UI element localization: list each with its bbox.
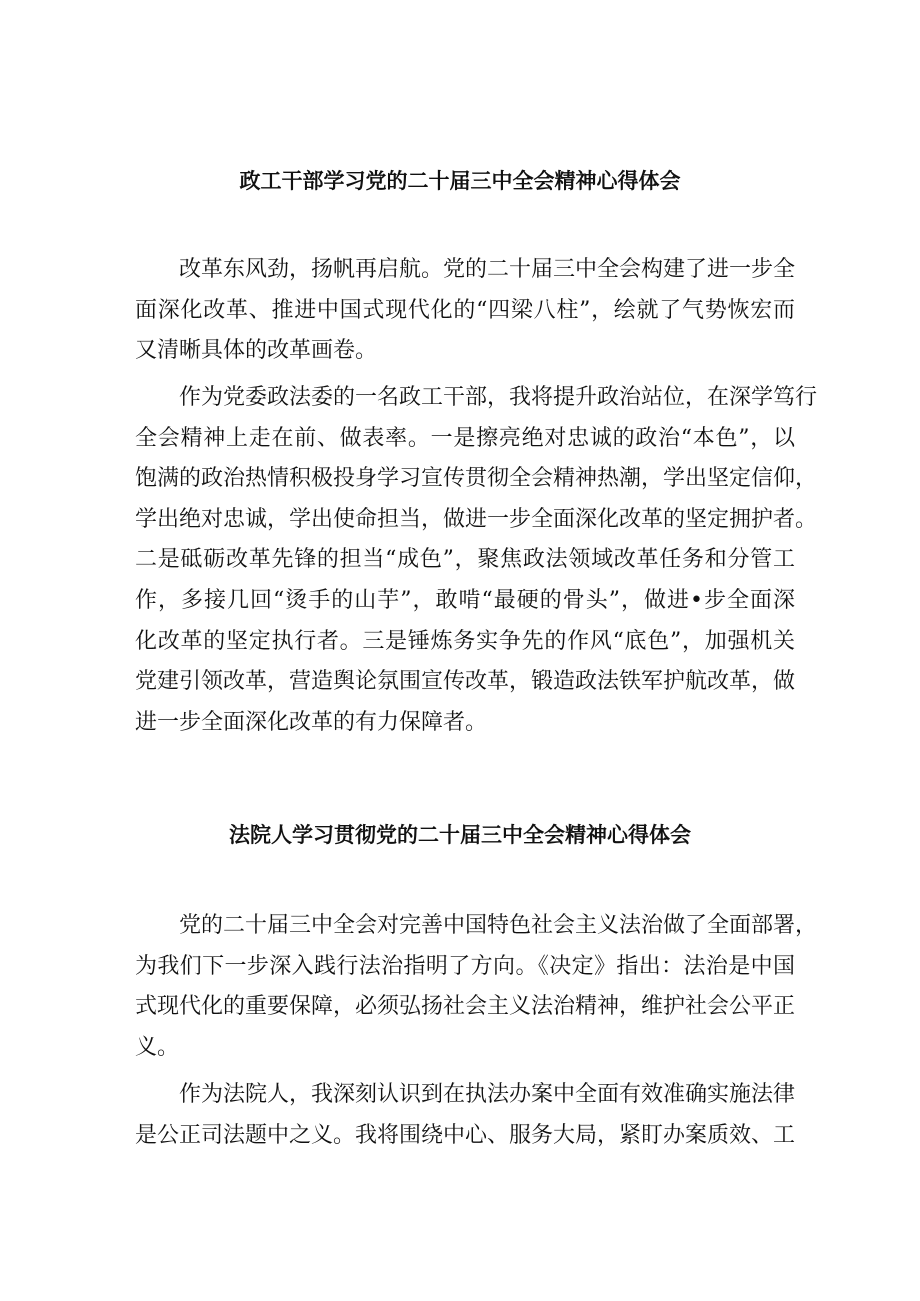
text-line: 二是砥砺改革先锋的担当“成色”，聚焦政法领域改革任务和分管工 <box>135 547 795 573</box>
text-line: 为我们下一步深入践行法治指明了方向。《决定》指出：法治是中国 <box>135 953 795 979</box>
text-line: 又清晰具体的改革画卷。 <box>135 338 378 364</box>
text-line: 面深化改革、推进中国式现代化的“四梁八柱”，绘就了气势恢宏而 <box>135 297 795 323</box>
text-line: 是公正司法题中之义。我将围绕中心、服务大局，紧盯办案质效、工 <box>135 1122 796 1148</box>
text-line: 改革东风劲，扬帆再启航。党的二十届三中全会构建了进一步全 <box>179 257 796 282</box>
text-line: 作，多接几回“烫手的山芋”，敢啃“最硬的骨头”，做进•步全面深 <box>135 587 795 613</box>
text-line: 饱满的政治热情积极投身学习宣传贯彻全会精神热潮，学出坚定信仰， <box>135 466 818 492</box>
section-2-paragraph-1 <box>135 906 818 1068</box>
section-2-paragraph-2 <box>135 1075 795 1156</box>
text-line: 党建引领改革，营造舆论氛围宣传改革，锻造政法铁军护航改革，做 <box>135 669 796 695</box>
text-line: 作为法院人，我深刻认识到在执法办案中全面有效准确实施法律 <box>179 1082 796 1107</box>
section-1-paragraph-1 <box>135 250 795 372</box>
text-line: 式现代化的重要保障，必须弘扬社会主义法治精神，维护社会公平正 <box>135 994 796 1020</box>
text-line: 进一步全面深化改革的有力保障者。 <box>135 709 488 735</box>
section-2-title: 法院人学习贯彻党的二十届三中全会精神心得体会 <box>229 823 691 847</box>
text-line: 学出绝对忠诚，学出使命担当，做进一步全面深化改革的坚定拥护者。 <box>135 506 818 532</box>
text-line: 党的二十届三中全会对完善中国特色社会主义法治做了全面部署， <box>179 913 818 938</box>
text-line: 全会精神上走在前、做表率。一是擦亮绝对忠诚的政治“本色”，以 <box>135 425 795 451</box>
text-line: 义。 <box>135 1034 180 1060</box>
section-1-title: 政工干部学习党的二十届三中全会精神心得体会 <box>239 169 681 193</box>
text-line: 作为党委政法委的一名政工干部，我将提升政治站位，在深学笃行 <box>179 385 818 410</box>
section-1-paragraph-2 <box>135 378 818 743</box>
text-line: 化改革的坚定执行者。三是锤炼务实争先的作风“底色”，加强机关 <box>135 628 795 654</box>
